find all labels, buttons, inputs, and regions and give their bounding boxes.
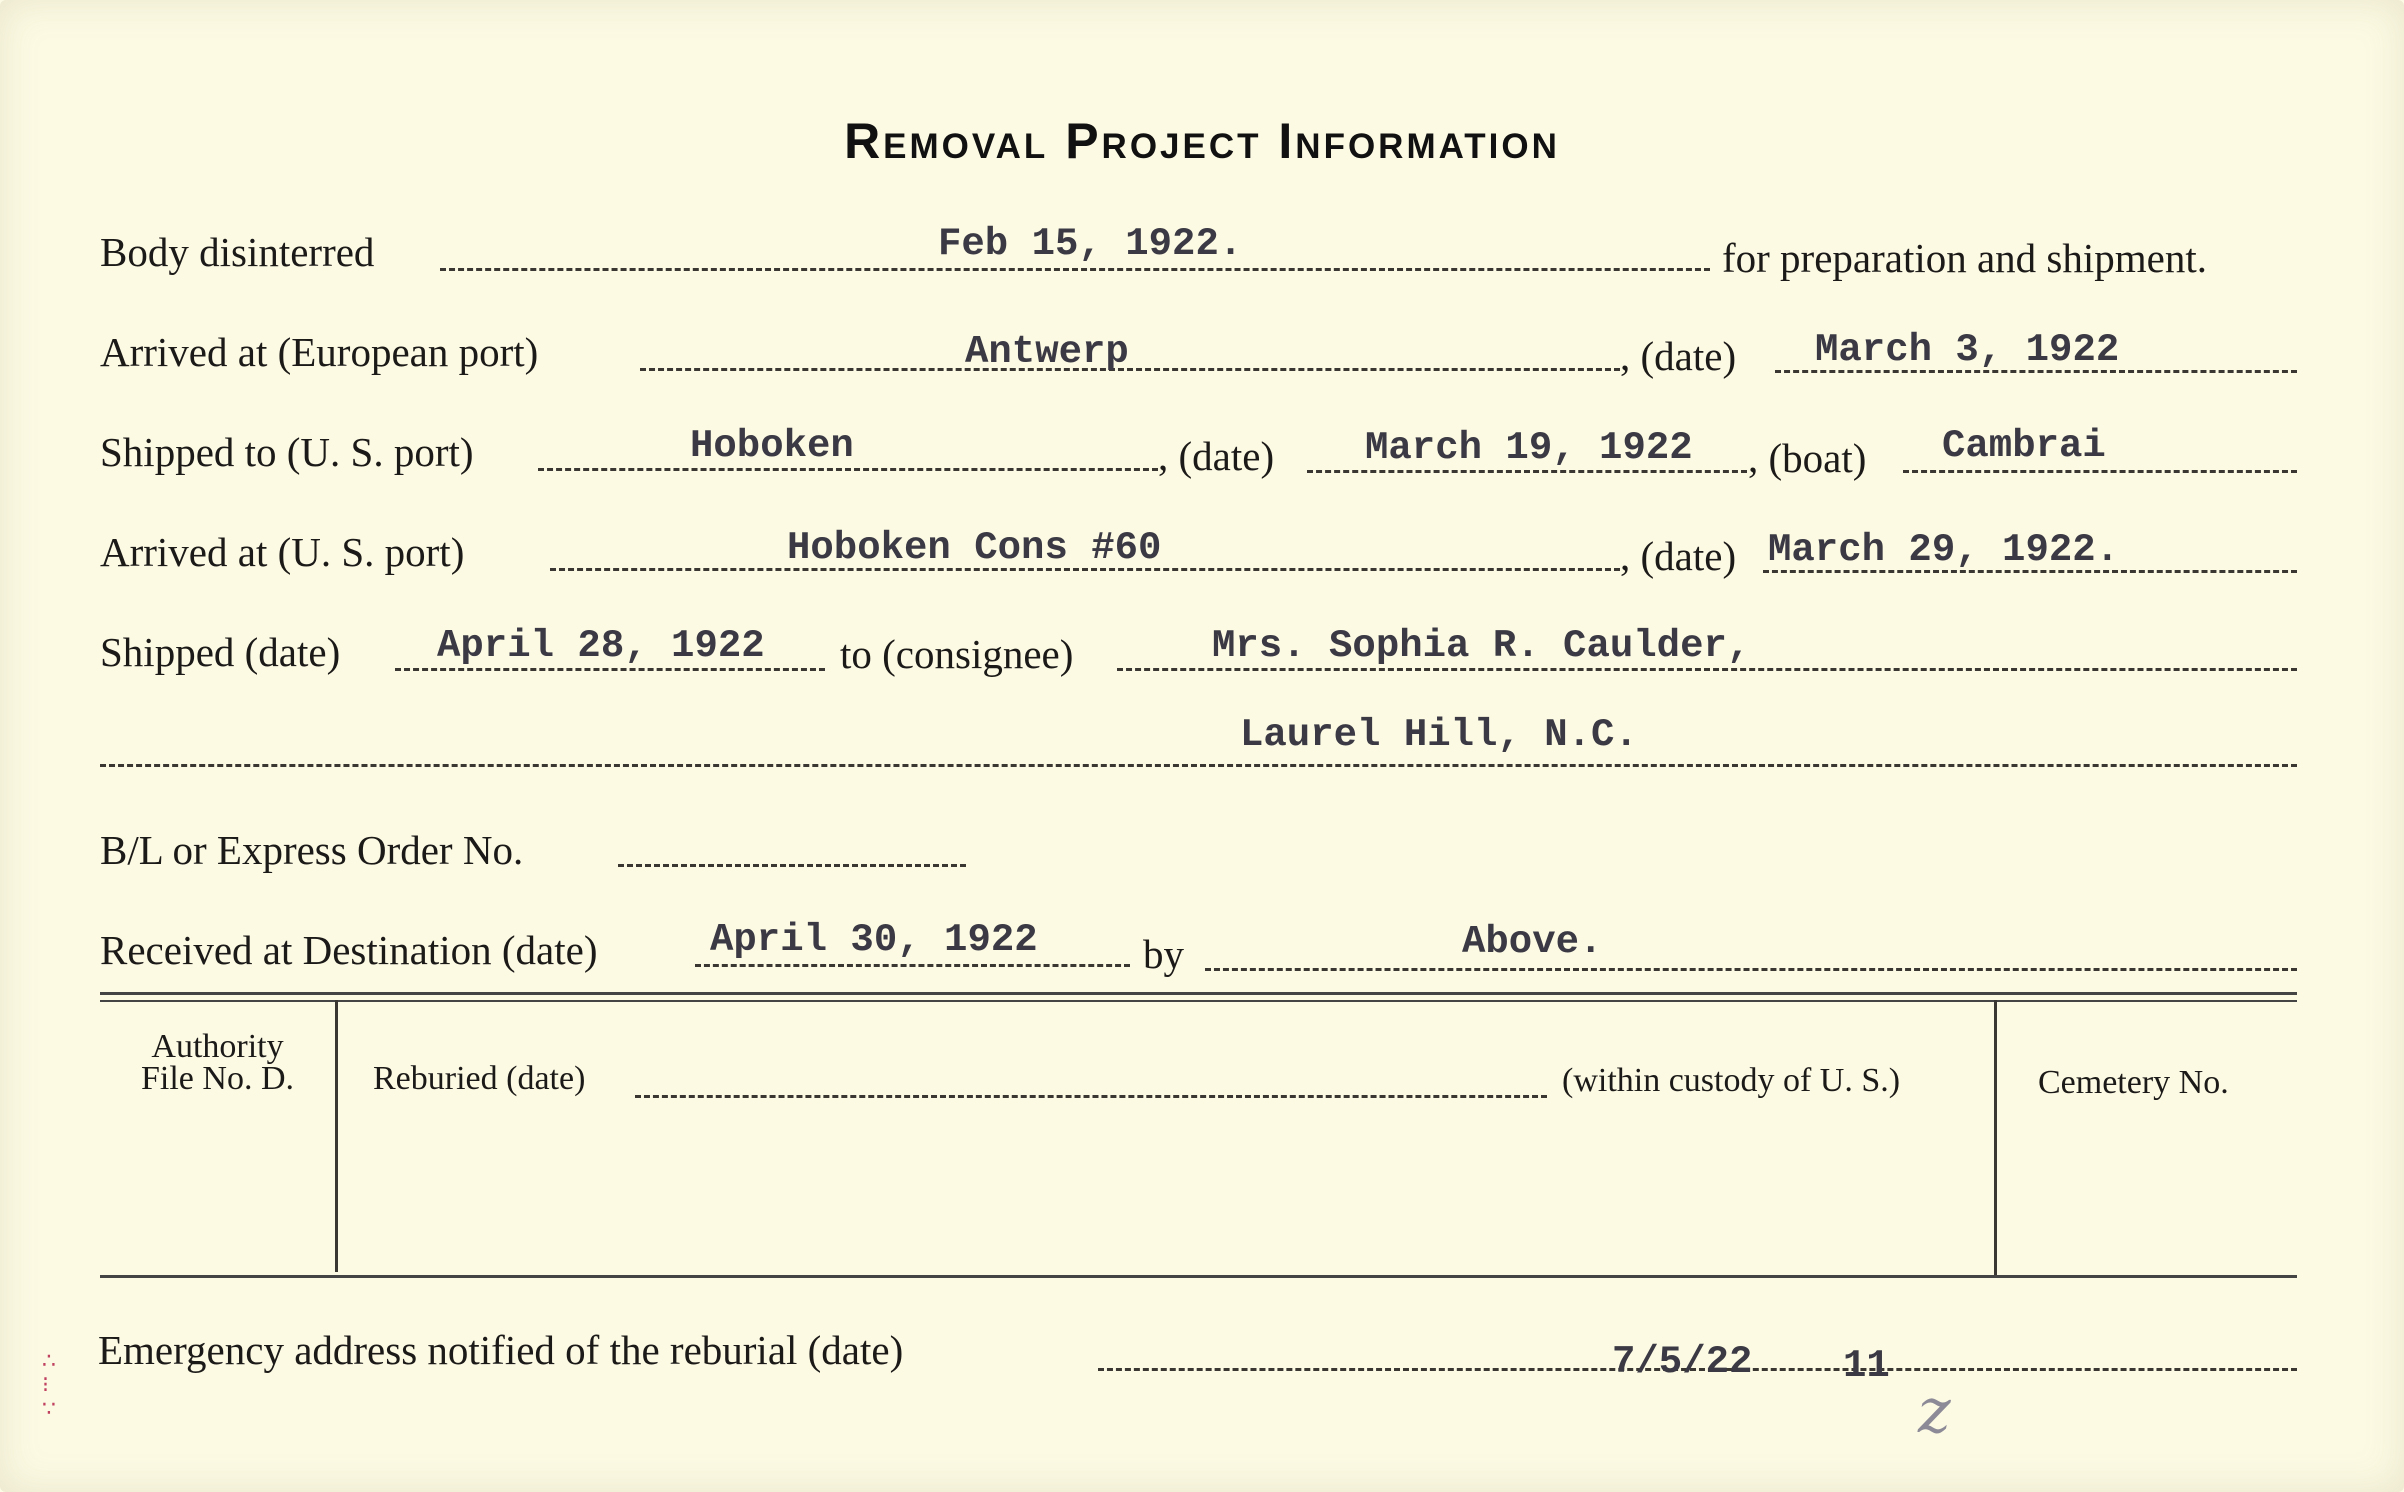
table-divider-left	[335, 1000, 338, 1272]
arrived-european-date-label: , (date)	[1620, 333, 1737, 379]
disinterred-value: Feb 15, 1922.	[938, 222, 1243, 266]
emergency-date: 7/5/22	[1612, 1340, 1753, 1384]
received-by: Above.	[1462, 920, 1603, 964]
shipped-us-boat-line	[1903, 470, 2297, 473]
arrived-us-date-label: , (date)	[1620, 533, 1737, 579]
file-no-label	[110, 1060, 325, 1098]
consignee-label: to (consignee)	[840, 631, 1074, 677]
shipped-date: April 28, 1922	[437, 624, 765, 668]
received-date-line	[695, 964, 1130, 967]
consignee-address: Laurel Hill, N.C.	[1240, 713, 1638, 757]
emergency-note: 11	[1843, 1344, 1890, 1388]
consignee-name: Mrs. Sophia R. Caulder,	[1212, 624, 1751, 668]
page-title	[0, 112, 2404, 170]
cemetery-label: Cemetery No.	[2038, 1064, 2229, 1101]
bl-order-label: B/L or Express Order No.	[100, 827, 524, 873]
shipped-us-port: Hoboken	[690, 424, 854, 468]
arrived-european-port: Antwerp	[965, 330, 1129, 374]
arrived-european-port-line	[640, 368, 1620, 371]
table-bottom-rule	[100, 1275, 2297, 1278]
custody-label: (within custody of U. S.)	[1562, 1062, 1901, 1099]
arrived-european-label: Arrived at (European port)	[100, 329, 539, 375]
shipped-us-boat-label: , (boat)	[1748, 435, 1867, 481]
shipped-us-label: Shipped to (U. S. port)	[100, 429, 474, 475]
bl-order-line	[618, 864, 966, 867]
stamp-mark: ∴ ⁝ ∵	[42, 1349, 56, 1423]
reburied-label: Reburied (date)	[373, 1060, 586, 1097]
shipped-us-port-line	[538, 468, 1158, 471]
disinterred-suffix: for preparation and shipment.	[1722, 235, 2208, 281]
received-date: April 30, 1922	[710, 918, 1038, 962]
shipped-us-date-label: , (date)	[1158, 433, 1275, 479]
disinterred-line	[440, 268, 1710, 271]
shipped-us-date-line	[1307, 470, 1747, 473]
shipped-date-line	[395, 668, 825, 671]
authority-label-line2: File No. D.	[141, 1060, 294, 1097]
arrived-us-port: Hoboken Cons #60	[787, 526, 1162, 570]
received-by-label: by	[1143, 931, 1184, 977]
disinterred-label: Body disinterred	[100, 229, 375, 275]
received-by-line	[1205, 968, 2297, 971]
emergency-label: Emergency address notified of the reburial (date)	[98, 1327, 904, 1373]
title-text: Removal Project Information	[844, 113, 1560, 169]
arrived-us-label: Arrived at (U. S. port)	[100, 529, 465, 575]
handwritten-initial: z	[1918, 1374, 1951, 1447]
reburied-line	[635, 1095, 1547, 1098]
consignee-address-line	[100, 764, 2297, 767]
consignee-line	[1117, 668, 2297, 671]
received-label: Received at Destination (date)	[100, 927, 598, 973]
arrived-us-date: March 29, 1922.	[1768, 528, 2120, 572]
table-divider-right	[1994, 1000, 1997, 1276]
table-top-rule	[100, 992, 2297, 995]
shipped-date-label: Shipped (date)	[100, 629, 341, 675]
authority-label-line1: Authority	[151, 1028, 284, 1065]
table-top-rule-inner	[100, 1000, 2297, 1002]
shipped-us-boat: Cambrai	[1942, 424, 2106, 468]
shipped-us-date: March 19, 1922	[1365, 426, 1693, 470]
arrived-european-date: March 3, 1922	[1815, 328, 2120, 372]
